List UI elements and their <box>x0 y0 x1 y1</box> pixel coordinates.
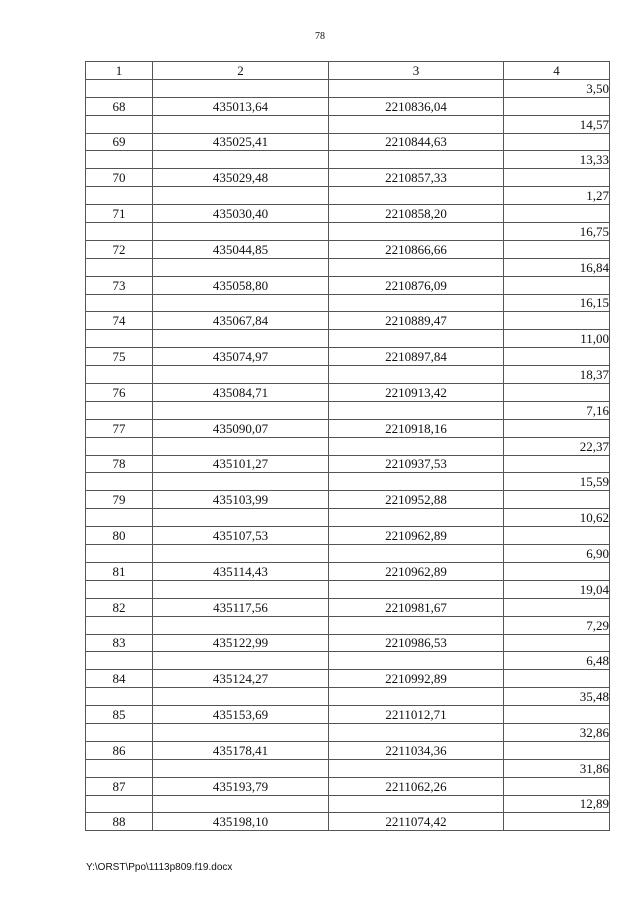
y-coordinate-cell: 2211012,71 <box>329 706 504 724</box>
distance-cell <box>504 133 610 151</box>
table-row <box>86 670 610 688</box>
table-row <box>86 795 610 813</box>
x-coordinate-cell <box>153 652 329 670</box>
point-number-cell <box>86 437 153 455</box>
point-number-cell <box>86 473 153 491</box>
table-row <box>86 205 610 223</box>
coordinates-table <box>85 61 610 831</box>
x-coordinate-cell <box>153 723 329 741</box>
x-coordinate-cell <box>153 616 329 634</box>
x-coordinate-cell: 435090,07 <box>153 419 329 437</box>
x-coordinate-cell <box>153 223 329 241</box>
point-number-cell: 74 <box>86 312 153 330</box>
x-coordinate-cell <box>153 759 329 777</box>
point-number-cell: 79 <box>86 491 153 509</box>
y-coordinate-cell: 2210866,66 <box>329 240 504 258</box>
x-coordinate-cell: 435025,41 <box>153 133 329 151</box>
y-coordinate-cell: 2210836,04 <box>329 97 504 115</box>
x-coordinate-cell <box>153 330 329 348</box>
x-coordinate-cell: 435198,10 <box>153 813 329 831</box>
y-coordinate-cell: 2210937,53 <box>329 455 504 473</box>
x-coordinate-cell <box>153 545 329 563</box>
distance-cell: 15,59 <box>504 473 610 491</box>
point-number-cell: 83 <box>86 634 153 652</box>
file-path-footer: Y:\ORST\Ppo\1113p809.f19.docx <box>86 862 233 873</box>
table-row <box>86 509 610 527</box>
point-number-cell <box>86 187 153 205</box>
distance-cell: 7,29 <box>504 616 610 634</box>
y-coordinate-cell <box>329 151 504 169</box>
y-coordinate-cell: 2211034,36 <box>329 741 504 759</box>
y-coordinate-cell <box>329 580 504 598</box>
point-number-cell: 72 <box>86 240 153 258</box>
point-number-cell: 70 <box>86 169 153 187</box>
y-coordinate-cell: 2210986,53 <box>329 634 504 652</box>
column-header: 4 <box>504 62 610 80</box>
y-coordinate-cell <box>329 509 504 527</box>
y-coordinate-cell <box>329 294 504 312</box>
table-row <box>86 401 610 419</box>
point-number-cell <box>86 366 153 384</box>
point-number-cell <box>86 258 153 276</box>
point-number-cell: 78 <box>86 455 153 473</box>
table-row <box>86 455 610 473</box>
y-coordinate-cell <box>329 473 504 491</box>
distance-cell <box>504 384 610 402</box>
distance-cell <box>504 741 610 759</box>
distance-cell: 32,86 <box>504 723 610 741</box>
table-row <box>86 723 610 741</box>
table-row <box>86 348 610 366</box>
point-number-cell: 86 <box>86 741 153 759</box>
table-row <box>86 688 610 706</box>
point-number-cell <box>86 759 153 777</box>
point-number-cell <box>86 723 153 741</box>
x-coordinate-cell <box>153 473 329 491</box>
distance-cell: 6,90 <box>504 545 610 563</box>
x-coordinate-cell: 435178,41 <box>153 741 329 759</box>
distance-cell <box>504 276 610 294</box>
distance-cell <box>504 527 610 545</box>
table-row <box>86 562 610 580</box>
point-number-cell <box>86 652 153 670</box>
column-header: 2 <box>153 62 329 80</box>
distance-cell <box>504 634 610 652</box>
table-row <box>86 330 610 348</box>
y-coordinate-cell <box>329 616 504 634</box>
table-row <box>86 545 610 563</box>
table-row <box>86 384 610 402</box>
y-coordinate-cell: 2211062,26 <box>329 777 504 795</box>
point-number-cell <box>86 223 153 241</box>
point-number-cell <box>86 688 153 706</box>
distance-cell: 22,37 <box>504 437 610 455</box>
distance-cell: 16,15 <box>504 294 610 312</box>
x-coordinate-cell <box>153 79 329 97</box>
x-coordinate-cell: 435107,53 <box>153 527 329 545</box>
table-row <box>86 133 610 151</box>
y-coordinate-cell: 2210962,89 <box>329 527 504 545</box>
x-coordinate-cell: 435029,48 <box>153 169 329 187</box>
y-coordinate-cell: 2210844,63 <box>329 133 504 151</box>
x-coordinate-cell <box>153 258 329 276</box>
point-number-cell: 80 <box>86 527 153 545</box>
table-row <box>86 437 610 455</box>
y-coordinate-cell <box>329 795 504 813</box>
table-row <box>86 527 610 545</box>
column-header: 1 <box>86 62 153 80</box>
point-number-cell: 84 <box>86 670 153 688</box>
y-coordinate-cell: 2210857,33 <box>329 169 504 187</box>
x-coordinate-cell: 435103,99 <box>153 491 329 509</box>
distance-cell: 31,86 <box>504 759 610 777</box>
y-coordinate-cell: 2210962,89 <box>329 562 504 580</box>
x-coordinate-cell: 435193,79 <box>153 777 329 795</box>
point-number-cell <box>86 509 153 527</box>
distance-cell <box>504 598 610 616</box>
point-number-cell <box>86 115 153 133</box>
table-row <box>86 616 610 634</box>
table-row <box>86 366 610 384</box>
distance-cell <box>504 706 610 724</box>
x-coordinate-cell: 435114,43 <box>153 562 329 580</box>
x-coordinate-cell: 435153,69 <box>153 706 329 724</box>
page-number: 78 <box>315 31 325 42</box>
point-number-cell: 85 <box>86 706 153 724</box>
point-number-cell: 87 <box>86 777 153 795</box>
y-coordinate-cell: 2210858,20 <box>329 205 504 223</box>
table-row <box>86 79 610 97</box>
table-row <box>86 294 610 312</box>
x-coordinate-cell: 435122,99 <box>153 634 329 652</box>
y-coordinate-cell <box>329 79 504 97</box>
y-coordinate-cell <box>329 759 504 777</box>
y-coordinate-cell <box>329 652 504 670</box>
y-coordinate-cell <box>329 223 504 241</box>
distance-cell: 16,75 <box>504 223 610 241</box>
x-coordinate-cell <box>153 509 329 527</box>
distance-cell <box>504 562 610 580</box>
x-coordinate-cell: 435030,40 <box>153 205 329 223</box>
y-coordinate-cell: 2210897,84 <box>329 348 504 366</box>
table-row <box>86 419 610 437</box>
x-coordinate-cell: 435044,85 <box>153 240 329 258</box>
x-coordinate-cell <box>153 795 329 813</box>
y-coordinate-cell: 2211074,42 <box>329 813 504 831</box>
point-number-cell <box>86 79 153 97</box>
table-row <box>86 634 610 652</box>
x-coordinate-cell <box>153 151 329 169</box>
x-coordinate-cell <box>153 187 329 205</box>
distance-cell: 19,04 <box>504 580 610 598</box>
x-coordinate-cell: 435084,71 <box>153 384 329 402</box>
distance-cell: 7,16 <box>504 401 610 419</box>
distance-cell <box>504 670 610 688</box>
distance-cell <box>504 240 610 258</box>
distance-cell <box>504 813 610 831</box>
table-row <box>86 151 610 169</box>
table-row <box>86 813 610 831</box>
y-coordinate-cell <box>329 688 504 706</box>
x-coordinate-cell: 435101,27 <box>153 455 329 473</box>
distance-cell <box>504 97 610 115</box>
distance-cell <box>504 348 610 366</box>
distance-cell <box>504 205 610 223</box>
x-coordinate-cell: 435074,97 <box>153 348 329 366</box>
table-row <box>86 777 610 795</box>
point-number-cell: 77 <box>86 419 153 437</box>
x-coordinate-cell <box>153 580 329 598</box>
distance-cell: 1,27 <box>504 187 610 205</box>
y-coordinate-cell <box>329 437 504 455</box>
distance-cell <box>504 491 610 509</box>
y-coordinate-cell <box>329 258 504 276</box>
distance-cell: 16,84 <box>504 258 610 276</box>
table-row <box>86 276 610 294</box>
distance-cell: 10,62 <box>504 509 610 527</box>
table-row <box>86 473 610 491</box>
y-coordinate-cell <box>329 366 504 384</box>
table-row <box>86 258 610 276</box>
table-row <box>86 97 610 115</box>
distance-cell: 12,89 <box>504 795 610 813</box>
table-row <box>86 312 610 330</box>
x-coordinate-cell: 435124,27 <box>153 670 329 688</box>
distance-cell <box>504 419 610 437</box>
y-coordinate-cell <box>329 545 504 563</box>
table-row <box>86 759 610 777</box>
x-coordinate-cell <box>153 437 329 455</box>
y-coordinate-cell: 2210913,42 <box>329 384 504 402</box>
y-coordinate-cell: 2210992,89 <box>329 670 504 688</box>
x-coordinate-cell: 435067,84 <box>153 312 329 330</box>
y-coordinate-cell <box>329 401 504 419</box>
distance-cell: 11,00 <box>504 330 610 348</box>
point-number-cell: 68 <box>86 97 153 115</box>
table-row <box>86 652 610 670</box>
x-coordinate-cell: 435013,64 <box>153 97 329 115</box>
distance-cell: 3,50 <box>504 79 610 97</box>
distance-cell <box>504 777 610 795</box>
point-number-cell <box>86 795 153 813</box>
table-row <box>86 240 610 258</box>
table-row <box>86 706 610 724</box>
y-coordinate-cell: 2210876,09 <box>329 276 504 294</box>
y-coordinate-cell <box>329 115 504 133</box>
table-row <box>86 580 610 598</box>
table-row <box>86 187 610 205</box>
point-number-cell: 76 <box>86 384 153 402</box>
x-coordinate-cell: 435058,80 <box>153 276 329 294</box>
table-header-row <box>86 62 610 80</box>
point-number-cell <box>86 616 153 634</box>
y-coordinate-cell: 2210889,47 <box>329 312 504 330</box>
point-number-cell <box>86 545 153 563</box>
point-number-cell: 75 <box>86 348 153 366</box>
x-coordinate-cell: 435117,56 <box>153 598 329 616</box>
y-coordinate-cell: 2210952,88 <box>329 491 504 509</box>
column-header: 3 <box>329 62 504 80</box>
table-row <box>86 598 610 616</box>
point-number-cell <box>86 294 153 312</box>
distance-cell: 13,33 <box>504 151 610 169</box>
point-number-cell: 71 <box>86 205 153 223</box>
point-number-cell <box>86 401 153 419</box>
distance-cell <box>504 455 610 473</box>
point-number-cell: 69 <box>86 133 153 151</box>
x-coordinate-cell <box>153 115 329 133</box>
point-number-cell: 81 <box>86 562 153 580</box>
point-number-cell: 88 <box>86 813 153 831</box>
table-row <box>86 741 610 759</box>
table-row <box>86 115 610 133</box>
x-coordinate-cell <box>153 688 329 706</box>
table-row <box>86 491 610 509</box>
x-coordinate-cell <box>153 294 329 312</box>
distance-cell: 6,48 <box>504 652 610 670</box>
distance-cell <box>504 169 610 187</box>
point-number-cell: 73 <box>86 276 153 294</box>
distance-cell <box>504 312 610 330</box>
point-number-cell <box>86 330 153 348</box>
y-coordinate-cell <box>329 723 504 741</box>
table-row <box>86 223 610 241</box>
point-number-cell: 82 <box>86 598 153 616</box>
distance-cell: 18,37 <box>504 366 610 384</box>
point-number-cell <box>86 151 153 169</box>
y-coordinate-cell <box>329 330 504 348</box>
x-coordinate-cell <box>153 401 329 419</box>
point-number-cell <box>86 580 153 598</box>
x-coordinate-cell <box>153 366 329 384</box>
distance-cell: 14,57 <box>504 115 610 133</box>
y-coordinate-cell <box>329 187 504 205</box>
table-row <box>86 169 610 187</box>
table-body <box>86 79 610 830</box>
distance-cell: 35,48 <box>504 688 610 706</box>
y-coordinate-cell: 2210981,67 <box>329 598 504 616</box>
y-coordinate-cell: 2210918,16 <box>329 419 504 437</box>
